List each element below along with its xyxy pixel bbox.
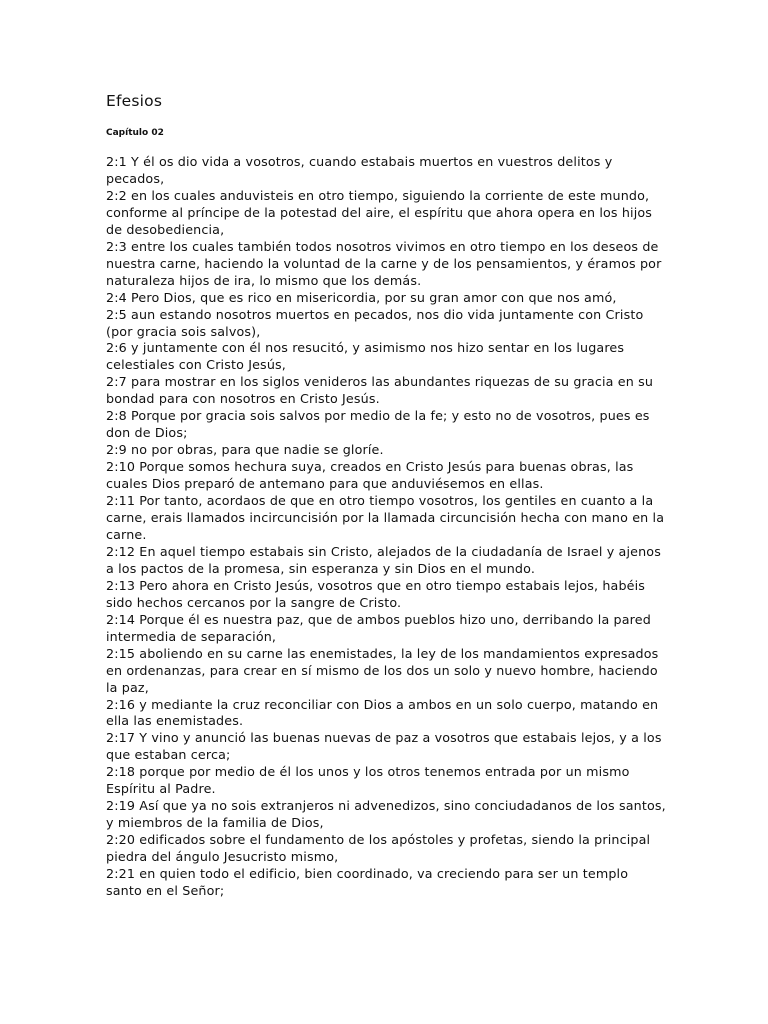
- document-page: [106, 90, 666, 900]
- verse-2-15: 2:15 aboliendo en su carne las enemistades, la ley de los mandamientos expresados en ordenanzas, para crear en sí mismo de los dos un solo y nuevo hombre, haciendo la paz,: [106, 645, 659, 695]
- verse-2-20: 2:20 edificados sobre el fundamento de los apóstoles y profetas, siendo la principal piedra del ángulo Jesucristo mismo,: [106, 832, 651, 865]
- verse-2-12: 2:12 En aquel tiempo estabais sin Cristo, alejados de la ciudadanía de Israel y ajenos a los pactos de la promesa, sin esperanza y sin Dios en el mundo.: [106, 543, 661, 576]
- verse-2-17: 2:17 Y vino y anunció las buenas nuevas de paz a vosotros que estabais lejos, y a los que estaban cerca;: [106, 730, 662, 763]
- verse-2-3: 2:3 entre los cuales también todos nosotros vivimos en otro tiempo en los deseos de nuestra carne, haciendo la voluntad de la carne y de los pensamientos, y éramos por naturaleza hijos de ira, lo mismo que los demás.: [106, 238, 662, 288]
- document-title: Efesios: [106, 92, 163, 110]
- verse-2-8: 2:8 Porque por gracia sois salvos por medio de la fe; y esto no de vosotros, pues es don de Dios;: [106, 408, 650, 441]
- verse-2-2: 2:2 en los cuales anduvisteis en otro tiempo, siguiendo la corriente de este mundo, conforme al príncipe de la potestad del aire, el espíritu que ahora opera en los hijos de desobediencia,: [106, 187, 653, 237]
- verse-2-16: 2:16 y mediante la cruz reconciliar con Dios a ambos en un solo cuerpo, matando en ella las enemistades.: [106, 696, 659, 729]
- verse-list: [106, 154, 666, 900]
- verse-2-18: 2:18 porque por medio de él los unos y los otros tenemos entrada por un mismo Espíritu al Padre.: [106, 764, 630, 797]
- verse-2-7: 2:7 para mostrar en los siglos venideros las abundantes riquezas de su gracia en su bondad para con nosotros en Cristo Jesús.: [106, 374, 654, 407]
- chapter-heading: Capítulo 02: [106, 128, 164, 138]
- verse-2-4: 2:4 Pero Dios, que es rico en misericordia, por su gran amor con que nos amó,: [106, 289, 617, 305]
- verse-2-9: 2:9 no por obras, para que nadie se gloríe.: [106, 442, 384, 458]
- verse-2-19: 2:19 Así que ya no sois extranjeros ni advenedizos, sino conciudadanos de los santos, y miembros de la familia de Dios,: [106, 798, 666, 831]
- verse-2-10: 2:10 Porque somos hechura suya, creados en Cristo Jesús para buenas obras, las cuales Dios preparó de antemano para que anduviésemos en ellas.: [106, 459, 634, 492]
- verse-2-6: 2:6 y juntamente con él nos resucitó, y asimismo nos hizo sentar en los lugares celestiales con Cristo Jesús,: [106, 340, 625, 373]
- verse-2-21: 2:21 en quien todo el edificio, bien coordinado, va creciendo para ser un templo santo en el Señor;: [106, 866, 629, 898]
- verse-2-5: 2:5 aun estando nosotros muertos en pecados, nos dio vida juntamente con Cristo (por gracia sois salvos),: [106, 306, 644, 339]
- verse-2-1: 2:1 Y él os dio vida a vosotros, cuando estabais muertos en vuestros delitos y pecados,: [106, 154, 613, 186]
- verse-2-13: 2:13 Pero ahora en Cristo Jesús, vosotros que en otro tiempo estabais lejos, habéis sido hechos cercanos por la sangre de Cristo.: [106, 577, 646, 610]
- verse-2-14: 2:14 Porque él es nuestra paz, que de ambos pueblos hizo uno, derribando la pared intermedia de separación,: [106, 611, 651, 644]
- verse-2-11: 2:11 Por tanto, acordaos de que en otro tiempo vosotros, los gentiles en cuanto a la carne, erais llamados incircuncisión por la llamada circuncisión hecha con mano en la carne.: [106, 493, 665, 542]
